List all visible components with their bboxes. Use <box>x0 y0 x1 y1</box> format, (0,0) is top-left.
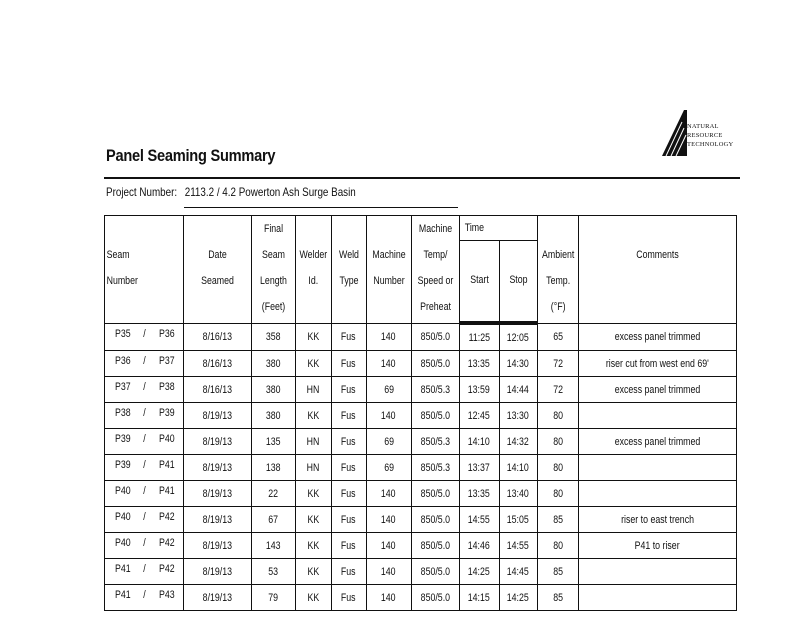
logo-line: NATURAL <box>687 123 719 130</box>
stop-time-cell: 14:25 <box>499 585 537 611</box>
machine-temp-cell: 850/5.3 <box>411 455 459 481</box>
comment-cell <box>579 481 737 507</box>
start-time-cell: 13:35 <box>459 481 499 507</box>
seam-panel-a: P41 <box>114 589 131 601</box>
project-number-value: 2113.2 / 4.2 Powerton Ash Surge Basin <box>184 185 356 199</box>
seam-panel-b: P38 <box>158 381 175 393</box>
table-row <box>105 507 737 533</box>
seam-panel-b: P42 <box>158 537 175 549</box>
logo-text <box>687 122 733 149</box>
seam-number-cell <box>105 585 184 611</box>
weld-type-cell: Fus <box>331 351 366 377</box>
table-row <box>105 481 737 507</box>
col-header-seam-number: Seam Number <box>105 216 184 324</box>
seam-panel-b: P40 <box>158 433 175 445</box>
stop-time-cell: 14:32 <box>499 429 537 455</box>
seam-length-cell: 22 <box>252 481 296 507</box>
machine-number-cell: 140 <box>366 559 411 585</box>
date-seamed-cell: 8/19/13 <box>184 507 252 533</box>
seam-panel-a: P37 <box>114 381 131 393</box>
seam-length-cell: 358 <box>252 323 296 351</box>
ambient-temp-cell: 80 <box>537 455 578 481</box>
date-seamed-cell: 8/19/13 <box>184 559 252 585</box>
weld-type-cell: Fus <box>331 403 366 429</box>
col-header-comments: Comments <box>579 216 737 324</box>
seam-number-cell <box>105 455 184 481</box>
ambient-temp-cell: 65 <box>537 323 578 351</box>
comment-cell <box>579 559 737 585</box>
table-row <box>105 351 737 377</box>
machine-number-cell: 140 <box>366 351 411 377</box>
project-underline <box>184 207 458 208</box>
start-time-cell: 13:59 <box>459 377 499 403</box>
seaming-table <box>104 215 737 611</box>
date-seamed-cell: 8/19/13 <box>184 585 252 611</box>
machine-number-cell: 69 <box>366 377 411 403</box>
seam-panel-a: P41 <box>114 563 131 575</box>
seam-number-cell <box>105 403 184 429</box>
start-time-cell: 12:45 <box>459 403 499 429</box>
start-time-cell: 13:37 <box>459 455 499 481</box>
table-row <box>105 403 737 429</box>
seam-number-cell <box>105 533 184 559</box>
seam-separator: / <box>143 459 146 471</box>
table-row <box>105 533 737 559</box>
machine-number-cell: 69 <box>366 429 411 455</box>
welder-id-cell: KK <box>296 323 332 351</box>
seam-length-cell: 53 <box>252 559 296 585</box>
seam-panel-b: P36 <box>158 328 175 341</box>
seam-number-cell <box>105 323 184 351</box>
stop-time-cell: 13:40 <box>499 481 537 507</box>
seam-separator: / <box>143 433 146 445</box>
machine-temp-cell: 850/5.0 <box>411 559 459 585</box>
weld-type-cell: Fus <box>331 377 366 403</box>
seam-panel-b: P41 <box>158 485 175 497</box>
comment-cell <box>579 403 737 429</box>
seam-panel-a: P35 <box>114 328 131 341</box>
seam-separator: / <box>143 589 146 601</box>
col-header-stop: Stop <box>499 241 537 324</box>
logo-mark-icon <box>660 108 690 158</box>
start-time-cell: 11:25 <box>459 323 499 351</box>
seam-separator: / <box>143 563 146 575</box>
seam-panel-b: P42 <box>158 563 175 575</box>
comment-cell: P41 to riser <box>579 533 737 559</box>
stop-time-cell: 13:30 <box>499 403 537 429</box>
col-header-seam-length: Final Seam Length (Feet) <box>252 216 296 324</box>
project-number-label: Project Number: <box>106 185 178 199</box>
ambient-temp-cell: 72 <box>537 351 578 377</box>
weld-type-cell: Fus <box>331 429 366 455</box>
seam-length-cell: 135 <box>252 429 296 455</box>
date-seamed-cell: 8/16/13 <box>184 377 252 403</box>
seam-length-cell: 380 <box>252 351 296 377</box>
machine-temp-cell: 850/5.0 <box>411 481 459 507</box>
machine-temp-cell: 850/5.0 <box>411 403 459 429</box>
col-header-welder-id: Welder Id. <box>296 216 332 324</box>
title-divider <box>104 177 740 179</box>
seam-panel-a: P40 <box>114 485 131 497</box>
table-row <box>105 455 737 481</box>
table-row <box>105 559 737 585</box>
comment-cell: riser cut from west end 69' <box>579 351 737 377</box>
date-seamed-cell: 8/19/13 <box>184 455 252 481</box>
machine-temp-cell: 850/5.0 <box>411 533 459 559</box>
comment-cell: excess panel trimmed <box>579 429 737 455</box>
ambient-temp-cell: 80 <box>537 481 578 507</box>
seam-panel-a: P40 <box>114 511 131 523</box>
seam-number-cell <box>105 559 184 585</box>
seam-panel-b: P41 <box>158 459 175 471</box>
seam-panel-a: P36 <box>114 355 131 367</box>
col-header-weld-type: Weld Type <box>331 216 366 324</box>
logo-line: TECHNOLOGY <box>687 141 734 148</box>
comment-cell: excess panel trimmed <box>579 323 737 351</box>
machine-number-cell: 69 <box>366 455 411 481</box>
seam-panel-a: P39 <box>114 459 131 471</box>
welder-id-cell: HN <box>296 429 332 455</box>
ambient-temp-cell: 85 <box>537 585 578 611</box>
stop-time-cell: 14:55 <box>499 533 537 559</box>
seam-number-cell <box>105 481 184 507</box>
seam-separator: / <box>143 407 146 419</box>
stop-time-cell: 14:10 <box>499 455 537 481</box>
stop-time-cell: 14:30 <box>499 351 537 377</box>
machine-number-cell: 140 <box>366 481 411 507</box>
col-header-date-seamed: Date Seamed <box>184 216 252 324</box>
machine-temp-cell: 850/5.0 <box>411 323 459 351</box>
welder-id-cell: HN <box>296 455 332 481</box>
machine-temp-cell: 850/5.0 <box>411 351 459 377</box>
weld-type-cell: Fus <box>331 481 366 507</box>
comment-cell <box>579 455 737 481</box>
seam-panel-b: P37 <box>158 355 175 367</box>
welder-id-cell: KK <box>296 351 332 377</box>
seam-length-cell: 380 <box>252 403 296 429</box>
ambient-temp-cell: 80 <box>537 429 578 455</box>
weld-type-cell: Fus <box>331 507 366 533</box>
seam-number-cell <box>105 377 184 403</box>
seam-length-cell: 138 <box>252 455 296 481</box>
machine-number-cell: 140 <box>366 507 411 533</box>
welder-id-cell: KK <box>296 481 332 507</box>
seam-separator: / <box>143 511 146 523</box>
machine-temp-cell: 850/5.0 <box>411 507 459 533</box>
col-header-machine-temp: Machine Temp/ Speed or Preheat <box>411 216 459 324</box>
stop-time-cell: 15:05 <box>499 507 537 533</box>
welder-id-cell: KK <box>296 403 332 429</box>
weld-type-cell: Fus <box>331 533 366 559</box>
start-time-cell: 14:15 <box>459 585 499 611</box>
welder-id-cell: KK <box>296 559 332 585</box>
start-time-cell: 14:55 <box>459 507 499 533</box>
start-time-cell: 14:46 <box>459 533 499 559</box>
seam-separator: / <box>143 381 146 393</box>
date-seamed-cell: 8/19/13 <box>184 429 252 455</box>
seam-separator: / <box>143 537 146 549</box>
col-header-start: Start <box>459 241 499 324</box>
seam-panel-b: P42 <box>158 511 175 523</box>
weld-type-cell: Fus <box>331 455 366 481</box>
seam-separator: / <box>143 328 146 341</box>
welder-id-cell: HN <box>296 377 332 403</box>
ambient-temp-cell: 80 <box>537 403 578 429</box>
date-seamed-cell: 8/19/13 <box>184 481 252 507</box>
seam-panel-a: P39 <box>114 433 131 445</box>
seam-number-cell <box>105 429 184 455</box>
date-seamed-cell: 8/16/13 <box>184 323 252 351</box>
comment-cell: excess panel trimmed <box>579 377 737 403</box>
ambient-temp-cell: 85 <box>537 507 578 533</box>
comment-cell <box>579 585 737 611</box>
seam-length-cell: 143 <box>252 533 296 559</box>
machine-number-cell: 140 <box>366 323 411 351</box>
seam-separator: / <box>143 355 146 367</box>
logo-line: RESOURCE <box>687 132 723 139</box>
seam-separator: / <box>143 485 146 497</box>
machine-temp-cell: 850/5.0 <box>411 585 459 611</box>
weld-type-cell: Fus <box>331 585 366 611</box>
seam-panel-b: P43 <box>158 589 175 601</box>
seam-number-cell <box>105 351 184 377</box>
col-header-ambient-temp: Ambient Temp. (°F) <box>537 216 578 324</box>
table-row <box>105 323 737 351</box>
seam-panel-a: P38 <box>114 407 131 419</box>
machine-temp-cell: 850/5.3 <box>411 377 459 403</box>
page-title: Panel Seaming Summary <box>106 146 276 165</box>
machine-number-cell: 140 <box>366 585 411 611</box>
table-row <box>105 377 737 403</box>
col-header-time: Time <box>459 216 537 241</box>
seam-length-cell: 380 <box>252 377 296 403</box>
table-row <box>105 585 737 611</box>
machine-number-cell: 140 <box>366 533 411 559</box>
start-time-cell: 14:25 <box>459 559 499 585</box>
company-logo <box>660 108 740 160</box>
ambient-temp-cell: 72 <box>537 377 578 403</box>
date-seamed-cell: 8/19/13 <box>184 403 252 429</box>
machine-number-cell: 140 <box>366 403 411 429</box>
date-seamed-cell: 8/19/13 <box>184 533 252 559</box>
stop-time-cell: 14:44 <box>499 377 537 403</box>
machine-temp-cell: 850/5.3 <box>411 429 459 455</box>
start-time-cell: 14:10 <box>459 429 499 455</box>
welder-id-cell: KK <box>296 585 332 611</box>
header-row <box>105 216 737 241</box>
project-number-row <box>106 185 356 199</box>
weld-type-cell: Fus <box>331 323 366 351</box>
table-row <box>105 429 737 455</box>
ambient-temp-cell: 80 <box>537 533 578 559</box>
seam-panel-a: P40 <box>114 537 131 549</box>
welder-id-cell: KK <box>296 507 332 533</box>
ambient-temp-cell: 85 <box>537 559 578 585</box>
col-header-machine-number: Machine Number <box>366 216 411 324</box>
seam-panel-b: P39 <box>158 407 175 419</box>
weld-type-cell: Fus <box>331 559 366 585</box>
stop-time-cell: 14:45 <box>499 559 537 585</box>
seam-length-cell: 67 <box>252 507 296 533</box>
date-seamed-cell: 8/16/13 <box>184 351 252 377</box>
stop-time-cell: 12:05 <box>499 323 537 351</box>
start-time-cell: 13:35 <box>459 351 499 377</box>
comment-cell: riser to east trench <box>579 507 737 533</box>
welder-id-cell: KK <box>296 533 332 559</box>
seam-number-cell <box>105 507 184 533</box>
seam-length-cell: 79 <box>252 585 296 611</box>
